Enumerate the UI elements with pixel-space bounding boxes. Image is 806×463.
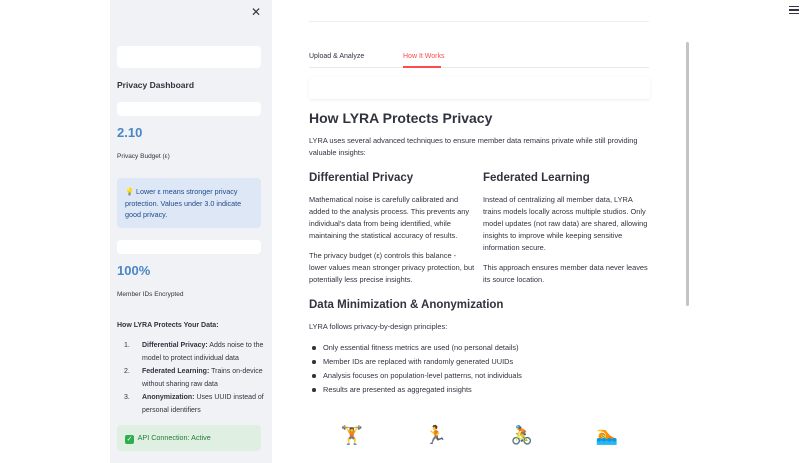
list-item: Only essential fitness metrics are used (no personal details) bbox=[310, 341, 522, 355]
tab-how-it-works[interactable]: How It Works bbox=[403, 53, 445, 60]
minimization-list bbox=[310, 341, 522, 397]
sidebar-title: Privacy Dashboard bbox=[117, 80, 195, 90]
encrypted-label: Member IDs Encrypted bbox=[117, 291, 184, 298]
minimization-heading: Data Minimization & Anonymization bbox=[309, 299, 504, 311]
list-number: 1. bbox=[124, 342, 130, 349]
tab-bar bbox=[309, 47, 649, 68]
protects-list bbox=[124, 340, 264, 418]
federated-paragraph-1: Instead of centralizing all member data, LYRA trains models locally across multiple studios. Only model updates (not raw data) are shared, allowing insights to improve while keeping sensitive information secure. bbox=[483, 195, 648, 252]
privacy-budget-value: 2.10 bbox=[117, 125, 143, 140]
empty-card bbox=[309, 77, 650, 99]
tab-upload-analyze[interactable]: Upload & Analyze bbox=[309, 53, 365, 60]
list-item: Analysis focuses on population-level patterns, not individuals bbox=[310, 369, 522, 383]
active-tab-indicator bbox=[403, 66, 441, 68]
list-item bbox=[124, 392, 264, 417]
sidebar bbox=[110, 0, 272, 463]
list-item bbox=[124, 366, 264, 391]
list-item: Member IDs are replaced with randomly generated UUIDs bbox=[310, 355, 522, 369]
list-item-text: Trains on-device without sharing raw data bbox=[142, 368, 263, 388]
intro-paragraph: LYRA uses several advanced techniques to ensure member data remains private while still providing valuable insights: bbox=[309, 136, 638, 157]
encrypted-value: 100% bbox=[117, 263, 151, 278]
main-scrollbar[interactable] bbox=[686, 42, 689, 306]
differential-paragraph-2: The privacy budget (ε) controls this balance - lower values mean stronger privacy protection, but potentially less precise insights. bbox=[309, 251, 475, 284]
federated-paragraph-2: This approach ensures member data never leaves its source location. bbox=[483, 263, 648, 284]
list-item-title: Anonymization: bbox=[142, 394, 195, 401]
list-item-text: Adds noise to the model to protect individual data bbox=[142, 342, 264, 362]
lightbulb-icon: 💡 bbox=[125, 187, 134, 196]
sidebar-placeholder-box bbox=[117, 102, 261, 116]
privacy-budget-label: Privacy Budget (ε) bbox=[117, 153, 170, 160]
check-icon: ✓ bbox=[126, 436, 133, 443]
differential-paragraph-1: Mathematical noise is carefully calibrated and added to the analysis process. This prevents any individual's data from being identified, while maintaining the statistical accuracy of results. bbox=[309, 195, 470, 240]
list-item-title: Differential Privacy: bbox=[142, 342, 208, 349]
api-status-alert bbox=[117, 425, 261, 451]
sidebar-placeholder-box bbox=[117, 46, 261, 68]
scrolled-header-cutoff bbox=[309, 0, 649, 22]
privacy-info-text: Lower ε means stronger privacy protection. Values under 3.0 indicate good privacy. bbox=[125, 187, 242, 219]
differential-heading: Differential Privacy bbox=[309, 172, 414, 184]
list-number: 3. bbox=[124, 394, 130, 401]
sidebar-placeholder-box bbox=[117, 240, 261, 254]
hamburger-menu-icon[interactable] bbox=[789, 6, 799, 14]
list-item bbox=[124, 340, 264, 365]
api-status-text: API Connection: Active bbox=[137, 433, 211, 442]
list-number: 2. bbox=[124, 368, 130, 375]
runner-icon: 🏃 bbox=[424, 425, 448, 445]
cyclist-icon: 🚴 bbox=[510, 425, 534, 445]
close-icon[interactable]: ✕ bbox=[250, 5, 262, 19]
swimmer-icon: 🏊 bbox=[595, 425, 619, 445]
minimization-intro: LYRA follows privacy-by-design principles: bbox=[309, 322, 448, 331]
privacy-info-alert bbox=[117, 178, 261, 228]
protects-heading: How LYRA Protects Your Data: bbox=[117, 322, 219, 329]
main-content bbox=[272, 0, 806, 463]
list-item: Results are presented as aggregated insights bbox=[310, 383, 522, 397]
list-item-text: Uses UUID instead of personal identifiers bbox=[142, 394, 264, 414]
page-title: How LYRA Protects Privacy bbox=[309, 110, 493, 126]
left-gutter bbox=[0, 0, 110, 463]
list-item-title: Federated Learning: bbox=[142, 368, 210, 375]
weightlifter-icon: 🏋️ bbox=[340, 425, 364, 445]
federated-heading: Federated Learning bbox=[483, 172, 590, 184]
